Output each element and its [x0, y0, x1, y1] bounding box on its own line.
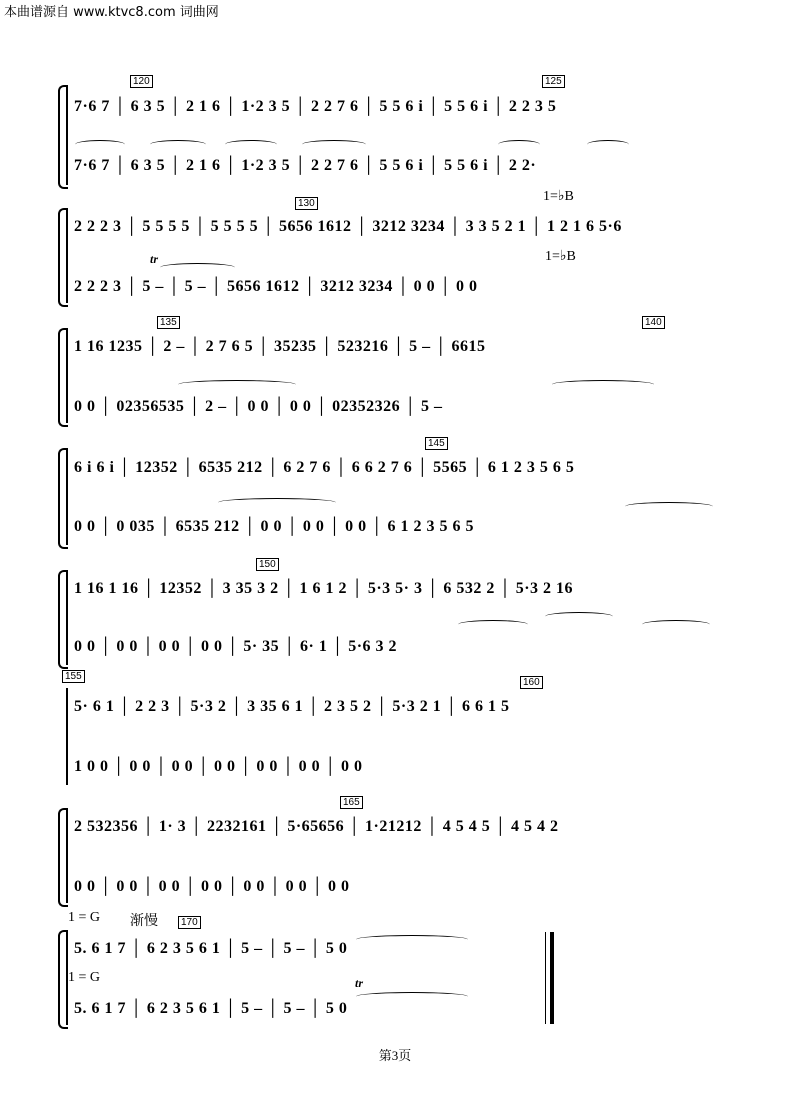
slur — [150, 140, 206, 149]
tie — [160, 263, 235, 272]
measure-number: 120 — [130, 75, 153, 88]
key-change: 1=♭B — [545, 249, 576, 264]
tie — [545, 612, 613, 621]
lower-staff: 2 2 2 3 │ 5 – │ 5 – │ 5656 1612 │ 3212 3234 │ 0 0 │ 0 0 — [74, 278, 478, 295]
measure-number: 170 — [178, 916, 201, 929]
upper-staff: 1 16 1 16 │ 12352 │ 3 35 3 2 │ 1 6 1 2 │ 5·3 5· 3 │ 6 532 2 │ 5·3 2 16 — [74, 580, 574, 597]
slur — [75, 140, 125, 149]
page-number: 第3页 — [378, 1048, 412, 1063]
system-line — [66, 808, 68, 903]
key-change: 1=♭B — [543, 189, 574, 204]
system-line — [66, 85, 68, 185]
measure-number: 140 — [642, 316, 665, 329]
trill-mark: tr — [355, 976, 364, 990]
upper-staff: 5· 6 1 │ 2 2 3 │ 5·3 2 │ 3 35 6 1 │ 2 3 5 2 │ 5·3 2 1 │ 6 6 1 5 — [74, 698, 510, 715]
upper-staff: 1 16 1235 │ 2 – │ 2 7 6 5 │ 35235 │ 523216 │ 5 – │ 6615 — [74, 338, 486, 355]
slur — [642, 620, 710, 629]
upper-staff: 2 2 2 3 │ 5 5 5 5 │ 5 5 5 5 │ 5656 1612 │ 3212 3234 │ 3 3 5 2 1 │ 1 2 1 6 5·6 — [74, 218, 622, 235]
slur — [178, 380, 296, 389]
slur — [625, 502, 713, 511]
measure-number: 165 — [340, 796, 363, 809]
lower-staff: 5. 6 1 7 │ 6 2 3 5 6 1 │ 5 – │ 5 – │ 5 0 — [74, 1000, 348, 1017]
system-line — [66, 448, 68, 545]
source-header: 本曲谱源自 www.ktvc8.com 词曲网 — [4, 5, 219, 20]
tempo-marking: 渐慢 — [130, 914, 158, 929]
lower-staff: 1 0 0 │ 0 0 │ 0 0 │ 0 0 │ 0 0 │ 0 0 │ 0 0 — [74, 758, 363, 775]
measure-number: 135 — [157, 316, 180, 329]
lower-staff: 0 0 │ 0 035 │ 6535 212 │ 0 0 │ 0 0 │ 0 0 │ 6 1 2 3 5 6 5 — [74, 518, 475, 535]
slur — [587, 140, 629, 149]
measure-number: 160 — [520, 676, 543, 689]
upper-staff: 5. 6 1 7 │ 6 2 3 5 6 1 │ 5 – │ 5 – │ 5 0 — [74, 940, 348, 957]
measure-number: 145 — [425, 437, 448, 450]
slur — [498, 140, 540, 149]
slur — [225, 140, 277, 149]
tie — [356, 935, 468, 944]
trill-mark: tr — [150, 252, 159, 266]
lower-staff: 0 0 │ 0 0 │ 0 0 │ 0 0 │ 5· 35 │ 6· 1 │ 5·6 3 2 — [74, 638, 398, 655]
measure-number: 125 — [542, 75, 565, 88]
upper-staff: 7·6 7 │ 6 3 5 │ 2 1 6 │ 1·2 3 5 │ 2 2 7 6 │ 5 5 6 i │ 5 5 6 i │ 2 2 3 5 — [74, 98, 557, 115]
final-barline-thin — [545, 932, 546, 1024]
lower-staff: 0 0 │ 0 0 │ 0 0 │ 0 0 │ 0 0 │ 0 0 │ 0 0 — [74, 878, 350, 895]
system-line — [66, 570, 68, 665]
system-line — [66, 688, 68, 785]
upper-staff: 6 i 6 i │ 12352 │ 6535 212 │ 6 2 7 6 │ 6 6 2 7 6 │ 5565 │ 6 1 2 3 5 6 5 — [74, 459, 575, 476]
upper-staff: 2 532356 │ 1· 3 │ 2232161 │ 5·65656 │ 1·21212 │ 4 5 4 5 │ 4 5 4 2 — [74, 818, 559, 835]
slur — [552, 380, 654, 389]
lower-staff: 0 0 │ 02356535 │ 2 – │ 0 0 │ 0 0 │ 02352326 │ 5 – — [74, 398, 443, 415]
slur — [302, 140, 366, 149]
slur — [218, 498, 336, 507]
system-line — [66, 208, 68, 303]
measure-number: 155 — [62, 670, 85, 683]
final-barline-thick — [550, 932, 554, 1024]
measure-number: 150 — [256, 558, 279, 571]
tie — [356, 992, 468, 1001]
measure-number: 130 — [295, 197, 318, 210]
key-signature: 1 = G — [68, 910, 101, 925]
system-line — [66, 328, 68, 423]
key-signature-lower: 1 = G — [68, 970, 101, 985]
slur — [458, 620, 528, 629]
lower-staff: 7·6 7 │ 6 3 5 │ 2 1 6 │ 1·2 3 5 │ 2 2 7 6 │ 5 5 6 i │ 5 5 6 i │ 2 2· — [74, 157, 537, 174]
